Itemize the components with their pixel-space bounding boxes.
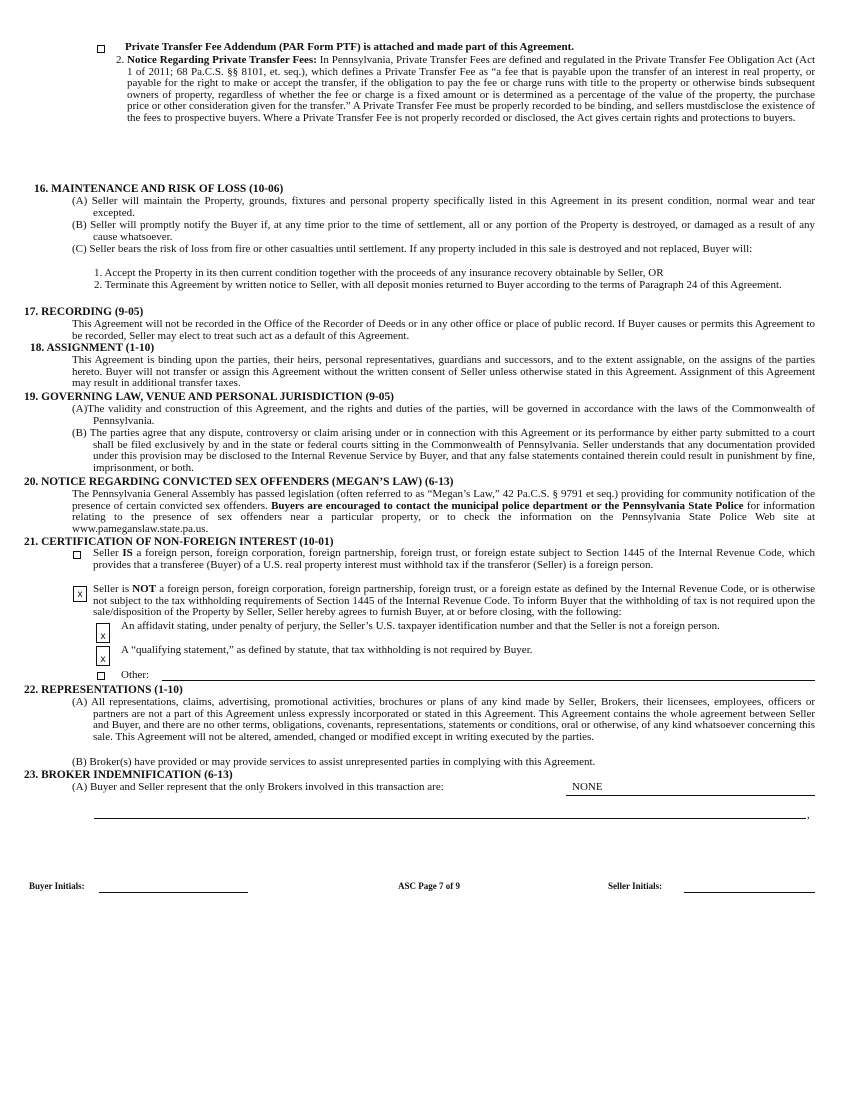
item2-text: In Pennsylvania, Private Transfer Fees are defined and regulated in the Private Transfer Fee Obligation Act (Act 1 of 2011; 68 Pa.C.S. §§ 8101, et. seq.), which defines a Private Transfer Fee as “a fee that is payable upon the transfer of an interest in real property, or payable for the right to make or accept the transfer, if the obligation to pay the fee or charge runs with title to the property or otherwise binds subsequent owners of property, regardless of whether the fee or charge is a fixed amount or is determined as a percentage of the value of the property, the purchase price or other consideration given for the transfer.” A Private Transfer Fee must be properly recorded to be binding, and sellers mustdisclose the existence of the fees to prospective buyers. Where a Private Transfer Fee is not properly recorded or disclosed, the Act gives certain rights and protections to buyers. bbox=[127, 54, 816, 124]
item2-paragraph bbox=[127, 55, 815, 125]
seller-is-foreign-checkbox[interactable] bbox=[73, 551, 81, 559]
seller-is-word: IS bbox=[122, 547, 133, 559]
seller-is-rest: a foreign person, foreign corporation, foreign partnership, foreign trust, or foreign estate subject to Section 1445 of the Internal Revenue Code, which provides that a transferee (Buyer) of a U.S. real property interest must withhold tax if the transferor (Seller) is a foreign person. bbox=[93, 547, 816, 571]
brokers-line-2[interactable] bbox=[94, 818, 806, 819]
other-checkbox[interactable] bbox=[97, 672, 105, 680]
affidavit-text: An affidavit stating, under penalty of perjury, the Seller’s U.S. taxpayer identification number and that the Seller is not a foreign person. bbox=[121, 620, 720, 632]
seller-is-pre: Seller bbox=[93, 547, 119, 559]
section20-text-bold: Buyers are encouraged to contact the municipal police department or the Pennsylvania State Police bbox=[271, 499, 744, 512]
section22-heading: 22. REPRESENTATIONS (1-10) bbox=[24, 684, 183, 696]
section17-heading: 17. RECORDING (9-05) bbox=[24, 306, 144, 318]
section16-b: (B) Seller will promptly notify the Buyer if, at any time prior to the time of settlement, all or any portion of the Property is destroyed, or damaged as a result of any cause whatsoever. bbox=[72, 219, 815, 243]
section21-heading: 21. CERTIFICATION OF NON-FOREIGN INTEREST (10-01) bbox=[24, 536, 334, 548]
seller-initials-line[interactable] bbox=[684, 892, 815, 893]
seller-not-pre: Seller is bbox=[93, 583, 130, 595]
other-input-line[interactable] bbox=[162, 680, 815, 681]
section18-text: This Agreement is binding upon the parties, their heirs, personal representatives, guardians and successors, and to the extent assignable, on the assigns of the parties hereto. Buyer will not transfer or assign this Agreement without the written consent of Seller unless otherwise stated in this Agreement. Assignment of this Agreement may result in additional transfer taxes. bbox=[72, 354, 815, 390]
section16-c2: 2. Terminate this Agreement by written notice to Seller, with all deposit monies returned to Buyer according to the terms of Paragraph 24 of this Agreement. bbox=[94, 279, 782, 291]
seller-not-foreign-checkbox[interactable]: x bbox=[73, 586, 87, 602]
section20-heading: 20. NOTICE REGARDING CONVICTED SEX OFFENDERS (MEGAN’S LAW) (6-13) bbox=[24, 476, 454, 488]
page-number: ASC Page 7 of 9 bbox=[398, 881, 460, 891]
section19-b: (B) The parties agree that any dispute, controversy or claim arising under or in connection with this Agreement or its performance by either party submitted to a court shall be filed exclusively by and in the state or federal courts sitting in the Commonwealth of Pennsylvania. Seller understands that any documentation provided under this provision may be disclosed to the Internal Revenue Service by Buyer, and that any false statements contained therein could result in punishment by fine, imprisonment, or both. bbox=[72, 427, 815, 474]
other-label: Other: bbox=[121, 669, 150, 681]
item2-title: Notice Regarding Private Transfer Fees: bbox=[127, 54, 317, 66]
section23-a: (A) Buyer and Seller represent that the only Brokers involved in this transaction are: bbox=[72, 781, 444, 793]
section17-text: This Agreement will not be recorded in the Office of the Recorder of Deeds or in any other office or place of public record. If Buyer causes or permits this Agreement to be recorded, Seller may elect to treat such act as a default of this Agreement. bbox=[72, 318, 815, 342]
qualifying-statement-text: A “qualifying statement,” as defined by statute, that tax withholding is not required by Buyer. bbox=[121, 644, 533, 656]
seller-not-word: NOT bbox=[132, 583, 157, 595]
brokers-line-1[interactable] bbox=[566, 795, 815, 796]
brokers-line-end: , bbox=[807, 809, 810, 821]
section16-c: (C) Seller bears the risk of loss from fire or other casualties until settlement. If any property included in this sale is destroyed and not replaced, Buyer will: bbox=[72, 243, 753, 255]
section20-text bbox=[72, 489, 815, 535]
section20-text-1: The Pennsylvania General Assembly has passed legislation (often referred to as “Megan’s Law,” 42 Pa.C.S. § 9791 et seq.) providing for community notification of the presence of certain convicted sex offenders. bbox=[72, 488, 815, 512]
section20-text-2: for information relating to the presence of sex offenders near a particular property, or to check the information on the Pennsylvania State Police Web site at www.pameganslaw.state.pa.us. bbox=[72, 499, 815, 535]
seller-not-rest: a foreign person, foreign corporation, foreign partnership, foreign trust, or a foreign estate as defined by the Internal Revenue Code, or is otherwise not subject to the tax withholding requirements of Section 1445 of the Internal Revenue Code. To inform Buyer that the withholding of tax is not required upon the sale/disposition of the Property by Seller, Seller hereby agrees to furnish Buyer, at or before closing, with the following: bbox=[93, 583, 816, 619]
seller-not-foreign-text bbox=[93, 584, 815, 619]
seller-initials-label: Seller Initials: bbox=[608, 881, 663, 891]
ptf-addendum-label: Private Transfer Fee Addendum (PAR Form PTF) is attached and made part of this Agreement. bbox=[125, 41, 575, 53]
brokers-value[interactable]: NONE bbox=[572, 781, 603, 793]
section16-a: (A) Seller will maintain the Property, grounds, fixtures and personal property specifically listed in this Agreement in its present condition, normal wear and tear excepted. bbox=[72, 195, 815, 219]
buyer-initials-label: Buyer Initials: bbox=[29, 881, 85, 891]
buyer-initials-line[interactable] bbox=[99, 892, 248, 893]
seller-is-foreign-text bbox=[93, 548, 815, 571]
section19-heading: 19. GOVERNING LAW, VENUE AND PERSONAL JURISDICTION (9-05) bbox=[24, 391, 394, 403]
section22-b: (B) Broker(s) have provided or may provide services to assist unrepresented parties in complying with this Agreement. bbox=[72, 756, 596, 768]
ptf-addendum-checkbox[interactable] bbox=[97, 45, 105, 53]
section18-heading: 18. ASSIGNMENT (1-10) bbox=[30, 342, 155, 354]
section23-heading: 23. BROKER INDEMNIFICATION (6-13) bbox=[24, 769, 233, 781]
section19-a: (A)The validity and construction of this Agreement, and the rights and duties of the parties, will be governed in accordance with the laws of the Commonwealth of Pennsylvania. bbox=[72, 403, 815, 427]
section16-heading: 16. MAINTENANCE AND RISK OF LOSS (10-06) bbox=[34, 183, 284, 195]
section22-a: (A) All representations, claims, advertising, promotional activities, brochures or plans of any kind made by Seller, Brokers, their licensees, employees, officers or partners are not a part of this Agreement unless expressly incorporated or stated in this Agreement. This Agreement contains the whole agreement between Seller and Buyer, and there are no other terms, obligations, covenants, representations, statements or conditions, oral or otherwise, of any kind whatsoever concerning this sale. This Agreement will not be altered, amended, changed or modified except in writing executed by the parties. bbox=[72, 696, 815, 743]
item2-number: 2. bbox=[116, 54, 125, 66]
qualifying-statement-checkbox[interactable]: x bbox=[96, 646, 110, 666]
affidavit-checkbox[interactable]: x bbox=[96, 623, 110, 643]
section16-c1: 1. Accept the Property in its then current condition together with the proceeds of any insurance recovery obtainable by Seller, OR bbox=[94, 267, 664, 279]
